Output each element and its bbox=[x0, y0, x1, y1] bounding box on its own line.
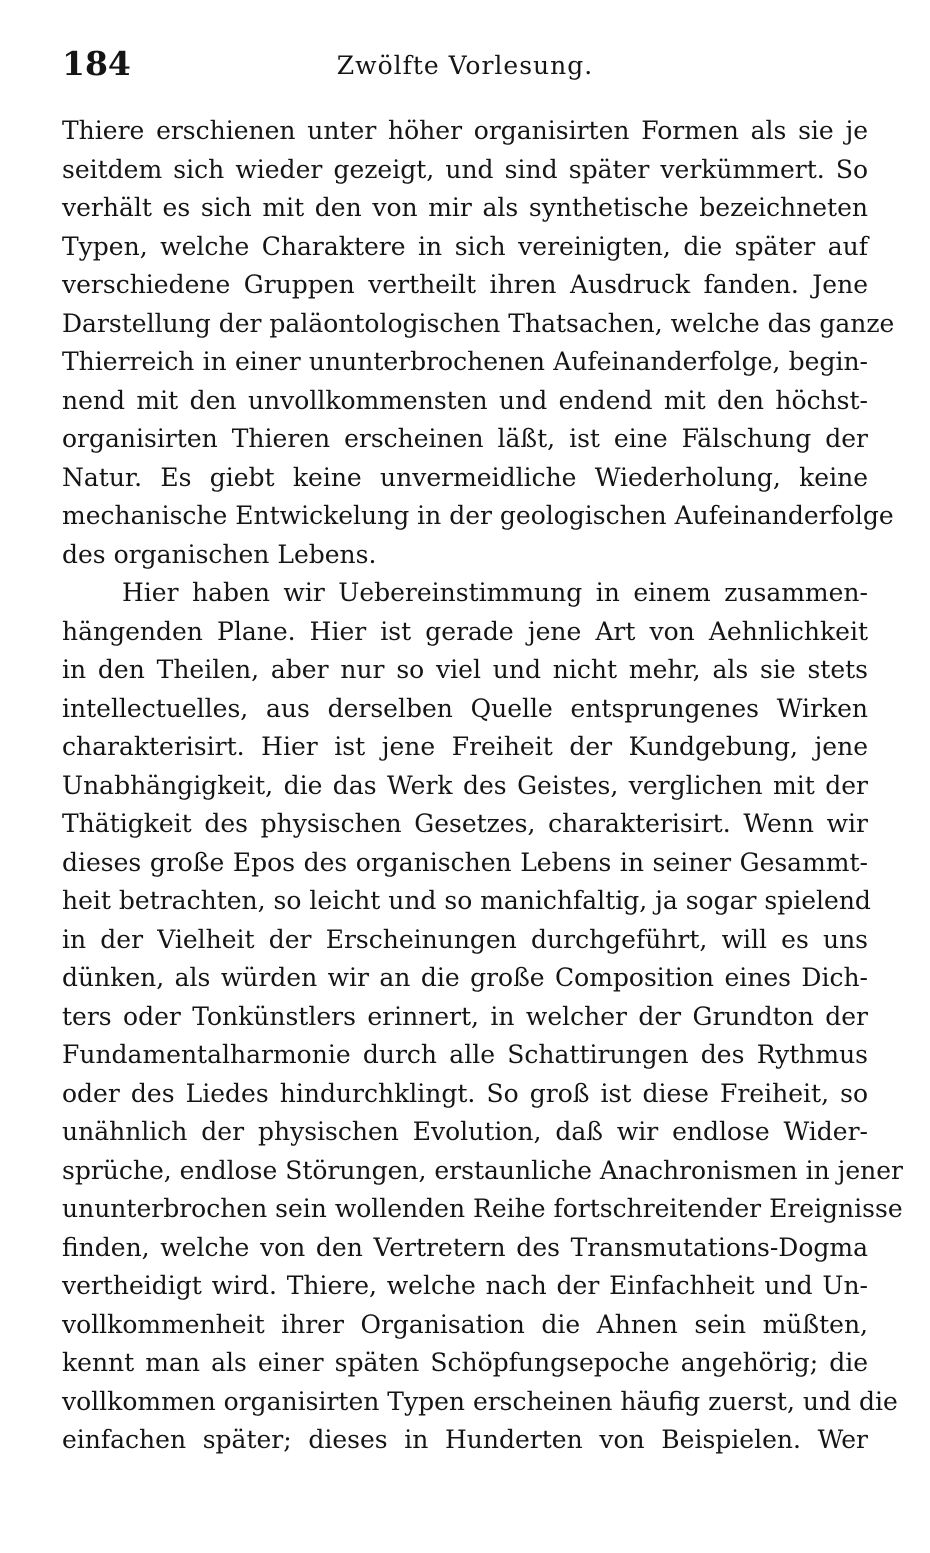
text-line: hängenden Plane. Hier ist gerade jene Art von Aehnlichkeit bbox=[62, 616, 868, 646]
text-line: Unabhängigkeit, die das Werk des Geistes, verglichen mit der bbox=[62, 770, 868, 800]
text-line: oder des Liedes hindurchklingt. So groß ist diese Freiheit, so bbox=[62, 1078, 868, 1108]
text-line: Darstellung der paläontologischen Thatsachen, welche das ganze bbox=[62, 308, 895, 338]
text-line: in der Vielheit der Erscheinungen durchgeführt, will es uns bbox=[62, 924, 868, 954]
running-head: Zwölfte Vorlesung. bbox=[336, 51, 594, 80]
text-line: kennt man als einer späten Schöpfungsepoche angehörig; die bbox=[62, 1348, 868, 1377]
text-line: Thierreich in einer ununterbrochenen Aufeinanderfolge, begin- bbox=[62, 347, 868, 376]
text-line: dünken, als würden wir an die große Composition eines Dich- bbox=[62, 963, 868, 992]
text-line: vollkommen organisirten Typen erscheinen häufig zuerst, und die bbox=[62, 1386, 898, 1416]
text-line: charakterisirt. Hier ist jene Freiheit der Kundgebung, jene bbox=[62, 732, 868, 761]
text-line: intellectuelles, aus derselben Quelle entsprungenes Wirken bbox=[62, 693, 868, 723]
text-line: Thätigkeit des physischen Gesetzes, charakterisirt. Wenn wir bbox=[62, 809, 868, 838]
text-line: Typen, welche Charaktere in sich vereinigten, die später auf bbox=[62, 231, 868, 261]
text-line: verschiedene Gruppen vertheilt ihren Ausdruck fanden. Jene bbox=[62, 270, 868, 299]
text-line: heit betrachten, so leicht und so manichfaltig, ja sogar spielend bbox=[62, 886, 871, 915]
text-line: Thiere erschienen unter höher organisirten Formen als sie je bbox=[62, 116, 868, 145]
page-header bbox=[62, 40, 868, 86]
text-line: finden, welche von den Vertretern des Transmutations-Dogma bbox=[62, 1232, 868, 1262]
text-line: einfachen später; dieses in Hunderten von Beispielen. Wer bbox=[62, 1425, 868, 1454]
text-line: seitdem sich wieder gezeigt, und sind später verkümmert. So bbox=[62, 154, 868, 184]
text-line: dieses große Epos des organischen Lebens in seiner Gesammt- bbox=[62, 847, 868, 877]
text-line: vollkommenheit ihrer Organisation die Ahnen sein müßten, bbox=[62, 1309, 868, 1339]
text-line: nend mit den unvollkommensten und endend mit den höchst- bbox=[62, 385, 868, 415]
text-line: Natur. Es giebt keine unvermeidliche Wiederholung, keine bbox=[62, 462, 868, 492]
text-line: verhält es sich mit den von mir als synthetische bezeichneten bbox=[62, 193, 868, 222]
text-line: unähnlich der physischen Evolution, daß wir endlose Wider- bbox=[62, 1117, 868, 1146]
text-line: des organischen Lebens. bbox=[62, 539, 377, 569]
text-line: organisirten Thieren erscheinen läßt, ist eine Fälschung der bbox=[62, 424, 868, 453]
text-line: Fundamentalharmonie durch alle Schattirungen des Rythmus bbox=[62, 1040, 868, 1069]
page-number: 184 bbox=[62, 44, 131, 83]
text-line: ununterbrochen sein wollenden Reihe fortschreitender Ereignisse bbox=[62, 1194, 903, 1223]
body-text bbox=[62, 112, 904, 1460]
text-line: ters oder Tonkünstlers erinnert, in welcher der Grundton der bbox=[62, 1001, 868, 1031]
paragraph-2 bbox=[62, 574, 904, 1460]
text-line: sprüche, endlose Störungen, erstaunliche Anachronismen in jener bbox=[62, 1155, 904, 1185]
text-line: vertheidigt wird. Thiere, welche nach der Einfachheit und Un- bbox=[62, 1271, 868, 1300]
paragraph-1 bbox=[62, 112, 895, 574]
text-line: in den Theilen, aber nur so viel und nicht mehr, als sie stets bbox=[62, 655, 868, 684]
text-line: mechanische Entwickelung in der geologischen Aufeinanderfolge bbox=[62, 501, 894, 530]
text-line: Hier haben wir Uebereinstimmung in einem zusammen- bbox=[122, 578, 868, 607]
